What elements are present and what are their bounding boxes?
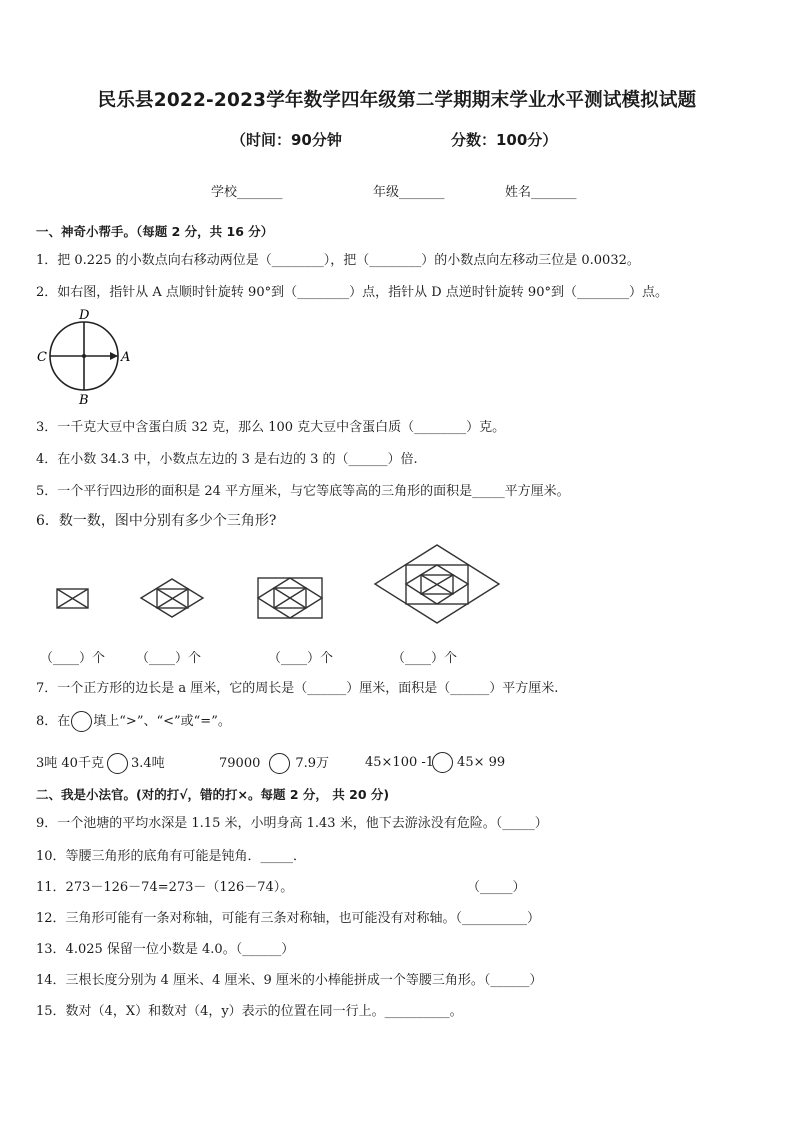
question-14: 14．三根长度分别为 4 厘米、4 厘米、9 厘米的小棒能拼成一个等腰三角形。（______） bbox=[36, 973, 543, 988]
q8-item-3-circle[interactable] bbox=[432, 752, 453, 773]
name-field: 姓名_______ bbox=[505, 185, 577, 200]
label-b: B bbox=[79, 393, 89, 408]
question-1: 1．把 0.225 的小数点向右移动两位是（________），把（________）的小数点向左移动三位是 0.0032。 bbox=[36, 253, 640, 268]
question-10: 10．等腰三角形的底角有可能是钝角．_____． bbox=[36, 849, 307, 864]
exam-time: （时间：90分钟 bbox=[231, 131, 342, 149]
q8-item-2 bbox=[219, 752, 329, 774]
question-3: 3．一千克大豆中含蛋白质 32 克，那么 100 克大豆中含蛋白质（________）克。 bbox=[36, 420, 506, 435]
q8-item-3-right: 45× 99 bbox=[457, 755, 506, 770]
q8-suffix: 填上“>”、“<”或“=”。 bbox=[93, 714, 231, 729]
question-11: 11．273－126－74=273－（126－74）。 bbox=[36, 880, 294, 895]
question-5: 5．一个平行四边形的面积是 24 平方厘米，与它等底等高的三角形的面积是_____平方厘米。 bbox=[36, 484, 570, 499]
question-2: 2．如右图，指针从 A 点顺时针旋转 90°到（________）点，指针从 D 点逆时针旋转 90°到（________）点。 bbox=[36, 285, 668, 300]
q8-item-1-right: 3.4吨 bbox=[130, 756, 165, 771]
figure-4-nested bbox=[375, 545, 499, 623]
question-7: 7．一个正方形的边长是 a 厘米，它的周长是（______）厘米，面积是（______）平方厘米. bbox=[36, 681, 559, 696]
question-6: 6．数一数，图中分别有多少个三角形? bbox=[36, 513, 277, 529]
question-4: 4．在小数 34.3 中，小数点左边的 3 是右边的 3 的（______）倍. bbox=[36, 452, 418, 467]
rotation-circle-figure bbox=[34, 304, 138, 408]
q8-item-3-left: 45×100 -1 bbox=[365, 755, 435, 770]
q8-item-1-left: 3吨 40千克 bbox=[36, 756, 104, 771]
q6-answer-2: （____）个 bbox=[136, 651, 202, 666]
triangle-count-figures bbox=[0, 540, 794, 640]
q8-item-2-circle[interactable] bbox=[269, 753, 290, 774]
label-a: A bbox=[121, 350, 131, 365]
q8-item-2-right: 7.9万 bbox=[295, 756, 330, 771]
q8-prefix: 8．在 bbox=[36, 714, 71, 729]
q6-answer-1: （____）个 bbox=[40, 651, 106, 666]
q8-circle-example bbox=[71, 711, 92, 732]
figure-2-rhombus bbox=[141, 579, 203, 617]
question-13: 13．4.025 保留一位小数是 4.0。（______） bbox=[36, 942, 295, 957]
figure-1-rect-diagonals bbox=[57, 589, 88, 608]
exam-score: 分数：100分） bbox=[451, 131, 558, 149]
question-8 bbox=[36, 710, 231, 732]
question-11-answer: （_____） bbox=[467, 880, 526, 895]
figure-3-rect-rhombus bbox=[258, 578, 322, 618]
question-12: 12．三角形可能有一条对称轴，可能有三条对称轴，也可能没有对称轴。（__________） bbox=[36, 911, 541, 926]
q6-answer-4: （____）个 bbox=[392, 651, 458, 666]
section-2-heading: 二、我是小法官。(对的打√，错的打×。每题 2 分， 共 20 分) bbox=[36, 787, 390, 802]
school-field: 学校_______ bbox=[211, 185, 283, 200]
q8-item-1-circle[interactable] bbox=[107, 753, 128, 774]
question-9: 9．一个池塘的平均水深是 1.15 米，小明身高 1.43 米，他下去游泳没有危险。（_____） bbox=[36, 816, 548, 831]
page-title: 民乐县2022-2023学年数学四年级第二学期期末学业水平测试模拟试题 bbox=[97, 90, 697, 111]
label-c: C bbox=[37, 350, 47, 365]
question-15: 15．数对（4，X）和数对（4，y）表示的位置在同一行上。__________。 bbox=[36, 1004, 463, 1019]
q8-item-3 bbox=[365, 752, 505, 773]
section-1-heading: 一、神奇小帮手。（每题 2 分，共 16 分） bbox=[36, 224, 274, 239]
q6-answer-3: （____）个 bbox=[268, 651, 334, 666]
label-d: D bbox=[79, 308, 90, 323]
grade-field: 年级_______ bbox=[373, 185, 445, 200]
q8-item-2-left: 79000 bbox=[219, 756, 261, 771]
q8-item-1 bbox=[36, 752, 165, 774]
